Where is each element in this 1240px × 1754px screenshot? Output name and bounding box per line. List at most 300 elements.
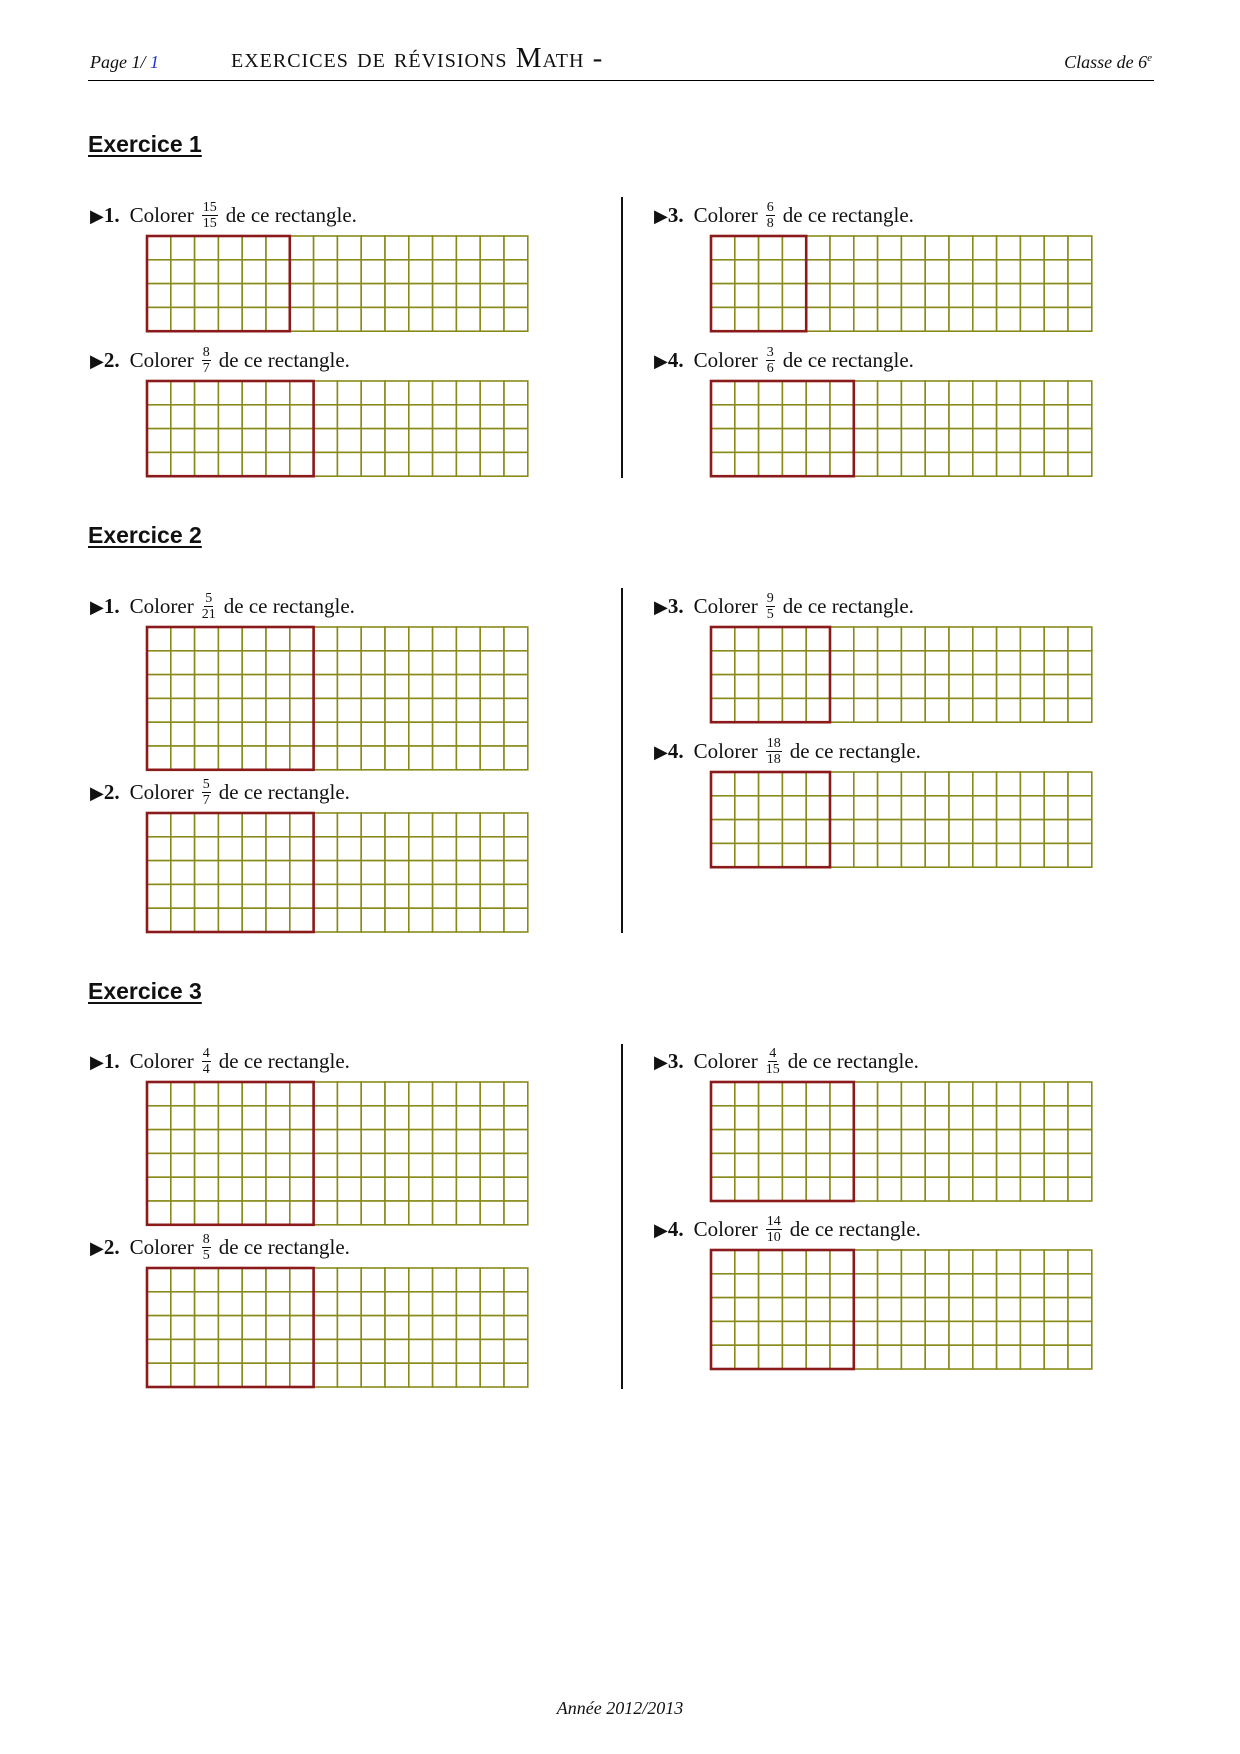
- grid-cell[interactable]: [997, 627, 1021, 651]
- grid-cell[interactable]: [314, 884, 338, 908]
- grid-cell[interactable]: [735, 675, 759, 699]
- grid-cell[interactable]: [147, 627, 171, 651]
- grid-cell[interactable]: [218, 1106, 242, 1130]
- grid-cell[interactable]: [433, 837, 457, 861]
- grid-cell[interactable]: [147, 1268, 171, 1292]
- grid-cell[interactable]: [901, 651, 925, 675]
- grid-cell[interactable]: [314, 722, 338, 746]
- grid-cell[interactable]: [878, 1106, 902, 1130]
- grid-cell[interactable]: [711, 1321, 735, 1345]
- grid-cell[interactable]: [361, 381, 385, 405]
- grid-cell[interactable]: [242, 698, 266, 722]
- grid-cell[interactable]: [433, 1082, 457, 1106]
- grid-cell[interactable]: [854, 651, 878, 675]
- grid-cell[interactable]: [901, 381, 925, 405]
- grid-cell[interactable]: [1020, 675, 1044, 699]
- grid-cell[interactable]: [266, 908, 290, 932]
- grid-cell[interactable]: [242, 651, 266, 675]
- grid-cell[interactable]: [901, 820, 925, 844]
- grid-cell[interactable]: [806, 1106, 830, 1130]
- grid-cell[interactable]: [361, 908, 385, 932]
- grid-cell[interactable]: [901, 796, 925, 820]
- grid-cell[interactable]: [925, 381, 949, 405]
- grid-cell[interactable]: [1044, 843, 1068, 867]
- grid-cell[interactable]: [409, 1153, 433, 1177]
- grid-cell[interactable]: [456, 698, 480, 722]
- grid-cell[interactable]: [218, 675, 242, 699]
- grid-cell[interactable]: [361, 1268, 385, 1292]
- grid-cell[interactable]: [1044, 651, 1068, 675]
- grid-cell[interactable]: [973, 820, 997, 844]
- grid-cell[interactable]: [218, 1316, 242, 1340]
- grid-cell[interactable]: [433, 884, 457, 908]
- grid-cell[interactable]: [1020, 772, 1044, 796]
- grid-cell[interactable]: [361, 722, 385, 746]
- grid-cell[interactable]: [711, 627, 735, 651]
- grid-cell[interactable]: [290, 722, 314, 746]
- grid-cell[interactable]: [901, 307, 925, 331]
- grid-cell[interactable]: [147, 722, 171, 746]
- grid-cell[interactable]: [266, 1130, 290, 1154]
- grid-cell[interactable]: [409, 429, 433, 453]
- grid-cell[interactable]: [735, 820, 759, 844]
- grid-cell[interactable]: [901, 1274, 925, 1298]
- grid-cell[interactable]: [456, 1316, 480, 1340]
- grid-cell[interactable]: [854, 284, 878, 308]
- grid-cell[interactable]: [218, 746, 242, 770]
- grid-cell[interactable]: [361, 307, 385, 331]
- grid-cell[interactable]: [901, 1177, 925, 1201]
- grid-cell[interactable]: [433, 1106, 457, 1130]
- grid-cell[interactable]: [433, 1268, 457, 1292]
- grid-cell[interactable]: [1068, 260, 1092, 284]
- grid-cell[interactable]: [433, 861, 457, 885]
- grid-cell[interactable]: [361, 1316, 385, 1340]
- grid-cell[interactable]: [1068, 1345, 1092, 1369]
- grid-cell[interactable]: [1020, 307, 1044, 331]
- grid-cell[interactable]: [782, 675, 806, 699]
- fraction-grid[interactable]: [146, 626, 529, 771]
- grid-cell[interactable]: [973, 675, 997, 699]
- grid-cell[interactable]: [830, 698, 854, 722]
- fraction-grid[interactable]: [710, 1249, 1093, 1370]
- grid-cell[interactable]: [878, 429, 902, 453]
- grid-cell[interactable]: [456, 1177, 480, 1201]
- grid-cell[interactable]: [385, 1082, 409, 1106]
- grid-cell[interactable]: [195, 284, 219, 308]
- grid-cell[interactable]: [759, 675, 783, 699]
- grid-cell[interactable]: [385, 837, 409, 861]
- grid-cell[interactable]: [147, 284, 171, 308]
- grid-cell[interactable]: [218, 651, 242, 675]
- grid-cell[interactable]: [361, 429, 385, 453]
- grid-cell[interactable]: [711, 1153, 735, 1177]
- grid-cell[interactable]: [1020, 1130, 1044, 1154]
- grid-cell[interactable]: [314, 284, 338, 308]
- grid-cell[interactable]: [854, 820, 878, 844]
- grid-cell[interactable]: [949, 236, 973, 260]
- grid-cell[interactable]: [878, 1250, 902, 1274]
- grid-cell[interactable]: [1044, 1345, 1068, 1369]
- grid-cell[interactable]: [195, 651, 219, 675]
- grid-cell[interactable]: [1068, 820, 1092, 844]
- fraction-grid[interactable]: [710, 626, 1093, 723]
- grid-cell[interactable]: [290, 675, 314, 699]
- grid-cell[interactable]: [830, 405, 854, 429]
- grid-cell[interactable]: [171, 307, 195, 331]
- grid-cell[interactable]: [830, 627, 854, 651]
- grid-cell[interactable]: [1020, 1153, 1044, 1177]
- grid-cell[interactable]: [854, 675, 878, 699]
- grid-cell[interactable]: [171, 429, 195, 453]
- grid-cell[interactable]: [1020, 236, 1044, 260]
- grid-cell[interactable]: [854, 1153, 878, 1177]
- grid-cell[interactable]: [361, 452, 385, 476]
- grid-cell[interactable]: [949, 1153, 973, 1177]
- grid-cell[interactable]: [1068, 1274, 1092, 1298]
- grid-cell[interactable]: [337, 1292, 361, 1316]
- grid-cell[interactable]: [147, 260, 171, 284]
- grid-cell[interactable]: [925, 1153, 949, 1177]
- grid-cell[interactable]: [949, 381, 973, 405]
- grid-cell[interactable]: [266, 1082, 290, 1106]
- grid-cell[interactable]: [1044, 452, 1068, 476]
- grid-cell[interactable]: [337, 722, 361, 746]
- grid-cell[interactable]: [1068, 381, 1092, 405]
- grid-cell[interactable]: [735, 627, 759, 651]
- grid-cell[interactable]: [504, 675, 528, 699]
- grid-cell[interactable]: [925, 796, 949, 820]
- grid-cell[interactable]: [806, 307, 830, 331]
- grid-cell[interactable]: [314, 908, 338, 932]
- grid-cell[interactable]: [337, 1177, 361, 1201]
- grid-cell[interactable]: [480, 675, 504, 699]
- grid-cell[interactable]: [806, 1177, 830, 1201]
- grid-cell[interactable]: [314, 627, 338, 651]
- grid-cell[interactable]: [456, 675, 480, 699]
- grid-cell[interactable]: [1020, 1082, 1044, 1106]
- grid-cell[interactable]: [806, 675, 830, 699]
- grid-cell[interactable]: [711, 1130, 735, 1154]
- grid-cell[interactable]: [195, 1363, 219, 1387]
- grid-cell[interactable]: [782, 1177, 806, 1201]
- grid-cell[interactable]: [711, 236, 735, 260]
- grid-cell[interactable]: [735, 429, 759, 453]
- grid-cell[interactable]: [1044, 627, 1068, 651]
- grid-cell[interactable]: [218, 260, 242, 284]
- grid-cell[interactable]: [314, 1268, 338, 1292]
- grid-cell[interactable]: [854, 1250, 878, 1274]
- grid-cell[interactable]: [782, 405, 806, 429]
- grid-cell[interactable]: [337, 260, 361, 284]
- grid-cell[interactable]: [997, 1321, 1021, 1345]
- grid-cell[interactable]: [456, 1106, 480, 1130]
- grid-cell[interactable]: [218, 452, 242, 476]
- grid-cell[interactable]: [385, 651, 409, 675]
- grid-cell[interactable]: [480, 698, 504, 722]
- grid-cell[interactable]: [1044, 1321, 1068, 1345]
- grid-svg[interactable]: [710, 380, 1093, 477]
- grid-cell[interactable]: [925, 1106, 949, 1130]
- grid-cell[interactable]: [385, 675, 409, 699]
- grid-cell[interactable]: [997, 1345, 1021, 1369]
- grid-cell[interactable]: [1044, 1106, 1068, 1130]
- grid-cell[interactable]: [337, 627, 361, 651]
- grid-cell[interactable]: [409, 1292, 433, 1316]
- grid-cell[interactable]: [830, 260, 854, 284]
- grid-cell[interactable]: [266, 722, 290, 746]
- grid-cell[interactable]: [266, 284, 290, 308]
- grid-cell[interactable]: [337, 1268, 361, 1292]
- grid-cell[interactable]: [1068, 405, 1092, 429]
- grid-cell[interactable]: [711, 772, 735, 796]
- grid-cell[interactable]: [242, 813, 266, 837]
- grid-cell[interactable]: [480, 429, 504, 453]
- grid-cell[interactable]: [782, 843, 806, 867]
- grid-cell[interactable]: [504, 1130, 528, 1154]
- grid-cell[interactable]: [1020, 1250, 1044, 1274]
- grid-cell[interactable]: [456, 1130, 480, 1154]
- grid-cell[interactable]: [504, 1082, 528, 1106]
- grid-cell[interactable]: [1020, 1298, 1044, 1322]
- grid-cell[interactable]: [806, 1345, 830, 1369]
- grid-cell[interactable]: [949, 307, 973, 331]
- grid-cell[interactable]: [385, 1130, 409, 1154]
- grid-cell[interactable]: [1068, 843, 1092, 867]
- grid-cell[interactable]: [385, 746, 409, 770]
- grid-cell[interactable]: [1044, 772, 1068, 796]
- grid-cell[interactable]: [504, 746, 528, 770]
- grid-cell[interactable]: [361, 1082, 385, 1106]
- grid-cell[interactable]: [504, 1316, 528, 1340]
- grid-cell[interactable]: [782, 452, 806, 476]
- grid-cell[interactable]: [1068, 307, 1092, 331]
- grid-cell[interactable]: [1044, 381, 1068, 405]
- grid-cell[interactable]: [171, 1363, 195, 1387]
- grid-cell[interactable]: [878, 307, 902, 331]
- grid-cell[interactable]: [337, 1153, 361, 1177]
- grid-cell[interactable]: [361, 236, 385, 260]
- grid-cell[interactable]: [361, 651, 385, 675]
- grid-cell[interactable]: [759, 405, 783, 429]
- grid-cell[interactable]: [901, 1153, 925, 1177]
- grid-cell[interactable]: [711, 1106, 735, 1130]
- grid-cell[interactable]: [147, 405, 171, 429]
- grid-cell[interactable]: [973, 381, 997, 405]
- grid-cell[interactable]: [1068, 627, 1092, 651]
- grid-svg[interactable]: [710, 1081, 1093, 1202]
- grid-cell[interactable]: [830, 1321, 854, 1345]
- grid-cell[interactable]: [456, 746, 480, 770]
- grid-cell[interactable]: [171, 908, 195, 932]
- grid-cell[interactable]: [361, 861, 385, 885]
- grid-cell[interactable]: [806, 1130, 830, 1154]
- grid-cell[interactable]: [759, 1298, 783, 1322]
- grid-cell[interactable]: [314, 1106, 338, 1130]
- grid-cell[interactable]: [242, 236, 266, 260]
- grid-cell[interactable]: [480, 1363, 504, 1387]
- grid-cell[interactable]: [806, 698, 830, 722]
- grid-cell[interactable]: [242, 908, 266, 932]
- grid-cell[interactable]: [195, 627, 219, 651]
- grid-cell[interactable]: [830, 1106, 854, 1130]
- grid-cell[interactable]: [504, 452, 528, 476]
- grid-cell[interactable]: [456, 452, 480, 476]
- grid-cell[interactable]: [830, 1153, 854, 1177]
- grid-cell[interactable]: [242, 1130, 266, 1154]
- grid-cell[interactable]: [314, 1201, 338, 1225]
- grid-cell[interactable]: [949, 772, 973, 796]
- grid-cell[interactable]: [385, 260, 409, 284]
- grid-cell[interactable]: [925, 1298, 949, 1322]
- grid-cell[interactable]: [195, 675, 219, 699]
- grid-cell[interactable]: [782, 1345, 806, 1369]
- grid-cell[interactable]: [782, 698, 806, 722]
- grid-cell[interactable]: [504, 1292, 528, 1316]
- grid-cell[interactable]: [171, 813, 195, 837]
- grid-cell[interactable]: [385, 884, 409, 908]
- grid-cell[interactable]: [337, 746, 361, 770]
- grid-cell[interactable]: [147, 1201, 171, 1225]
- grid-cell[interactable]: [830, 1298, 854, 1322]
- grid-cell[interactable]: [147, 452, 171, 476]
- grid-cell[interactable]: [433, 722, 457, 746]
- page-total-link[interactable]: 1: [150, 52, 159, 72]
- grid-cell[interactable]: [973, 452, 997, 476]
- grid-cell[interactable]: [433, 651, 457, 675]
- grid-cell[interactable]: [830, 452, 854, 476]
- grid-cell[interactable]: [290, 1316, 314, 1340]
- grid-svg[interactable]: [146, 380, 529, 477]
- grid-cell[interactable]: [433, 260, 457, 284]
- grid-cell[interactable]: [242, 627, 266, 651]
- grid-cell[interactable]: [711, 1298, 735, 1322]
- grid-cell[interactable]: [433, 307, 457, 331]
- grid-cell[interactable]: [949, 429, 973, 453]
- grid-cell[interactable]: [314, 837, 338, 861]
- grid-cell[interactable]: [361, 884, 385, 908]
- grid-cell[interactable]: [456, 429, 480, 453]
- grid-cell[interactable]: [973, 405, 997, 429]
- grid-cell[interactable]: [314, 307, 338, 331]
- grid-cell[interactable]: [1044, 1250, 1068, 1274]
- grid-cell[interactable]: [409, 675, 433, 699]
- grid-cell[interactable]: [711, 820, 735, 844]
- grid-cell[interactable]: [409, 884, 433, 908]
- grid-svg[interactable]: [146, 1081, 529, 1226]
- grid-cell[interactable]: [973, 627, 997, 651]
- grid-cell[interactable]: [997, 675, 1021, 699]
- grid-cell[interactable]: [949, 284, 973, 308]
- grid-cell[interactable]: [973, 698, 997, 722]
- grid-cell[interactable]: [973, 1106, 997, 1130]
- grid-cell[interactable]: [195, 307, 219, 331]
- grid-cell[interactable]: [504, 651, 528, 675]
- grid-cell[interactable]: [830, 651, 854, 675]
- grid-cell[interactable]: [711, 307, 735, 331]
- grid-cell[interactable]: [361, 1201, 385, 1225]
- grid-cell[interactable]: [195, 381, 219, 405]
- grid-cell[interactable]: [735, 381, 759, 405]
- grid-cell[interactable]: [290, 1153, 314, 1177]
- grid-cell[interactable]: [433, 405, 457, 429]
- grid-cell[interactable]: [433, 813, 457, 837]
- grid-cell[interactable]: [195, 884, 219, 908]
- grid-cell[interactable]: [925, 284, 949, 308]
- grid-cell[interactable]: [1020, 260, 1044, 284]
- grid-cell[interactable]: [266, 1316, 290, 1340]
- grid-cell[interactable]: [830, 1130, 854, 1154]
- grid-cell[interactable]: [854, 405, 878, 429]
- grid-cell[interactable]: [361, 837, 385, 861]
- grid-cell[interactable]: [973, 1274, 997, 1298]
- grid-cell[interactable]: [504, 837, 528, 861]
- grid-cell[interactable]: [735, 284, 759, 308]
- grid-cell[interactable]: [337, 675, 361, 699]
- grid-cell[interactable]: [504, 381, 528, 405]
- grid-cell[interactable]: [759, 429, 783, 453]
- grid-cell[interactable]: [925, 651, 949, 675]
- grid-cell[interactable]: [385, 1292, 409, 1316]
- grid-cell[interactable]: [1044, 675, 1068, 699]
- grid-cell[interactable]: [735, 1274, 759, 1298]
- grid-cell[interactable]: [314, 1316, 338, 1340]
- grid-cell[interactable]: [949, 1106, 973, 1130]
- grid-cell[interactable]: [973, 1321, 997, 1345]
- grid-cell[interactable]: [385, 1339, 409, 1363]
- grid-cell[interactable]: [433, 627, 457, 651]
- grid-cell[interactable]: [504, 429, 528, 453]
- grid-cell[interactable]: [1044, 1130, 1068, 1154]
- grid-cell[interactable]: [290, 1106, 314, 1130]
- grid-cell[interactable]: [830, 772, 854, 796]
- grid-cell[interactable]: [830, 675, 854, 699]
- grid-cell[interactable]: [735, 1106, 759, 1130]
- grid-cell[interactable]: [385, 429, 409, 453]
- grid-cell[interactable]: [504, 1177, 528, 1201]
- grid-cell[interactable]: [337, 837, 361, 861]
- grid-cell[interactable]: [195, 1316, 219, 1340]
- grid-cell[interactable]: [361, 746, 385, 770]
- grid-cell[interactable]: [385, 1153, 409, 1177]
- grid-cell[interactable]: [1020, 381, 1044, 405]
- grid-cell[interactable]: [504, 260, 528, 284]
- grid-cell[interactable]: [1068, 651, 1092, 675]
- grid-cell[interactable]: [480, 452, 504, 476]
- grid-cell[interactable]: [925, 260, 949, 284]
- grid-svg[interactable]: [146, 1267, 529, 1388]
- grid-cell[interactable]: [504, 884, 528, 908]
- grid-cell[interactable]: [480, 908, 504, 932]
- grid-cell[interactable]: [806, 796, 830, 820]
- grid-cell[interactable]: [266, 1363, 290, 1387]
- grid-cell[interactable]: [806, 236, 830, 260]
- fraction-grid[interactable]: [710, 771, 1093, 868]
- grid-cell[interactable]: [218, 1201, 242, 1225]
- grid-cell[interactable]: [385, 405, 409, 429]
- grid-cell[interactable]: [218, 1177, 242, 1201]
- grid-cell[interactable]: [1068, 772, 1092, 796]
- grid-cell[interactable]: [409, 746, 433, 770]
- grid-cell[interactable]: [456, 1292, 480, 1316]
- grid-cell[interactable]: [1068, 1153, 1092, 1177]
- grid-cell[interactable]: [218, 1363, 242, 1387]
- grid-cell[interactable]: [147, 1339, 171, 1363]
- grid-cell[interactable]: [409, 1106, 433, 1130]
- grid-cell[interactable]: [147, 884, 171, 908]
- grid-cell[interactable]: [218, 884, 242, 908]
- grid-cell[interactable]: [782, 260, 806, 284]
